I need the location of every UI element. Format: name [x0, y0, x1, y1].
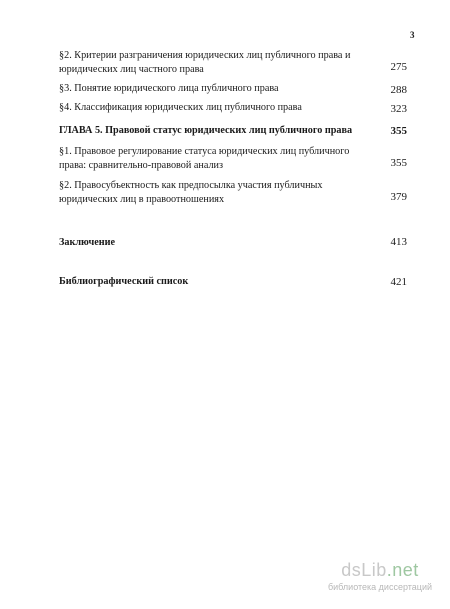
watermark-logo — [320, 560, 440, 581]
toc-entry-page: 413 — [390, 236, 407, 248]
toc-entry — [59, 101, 407, 115]
toc-entry — [59, 49, 407, 77]
toc-entry-page: 275 — [390, 61, 407, 73]
watermark-subtitle: библиотека диссертаций — [327, 582, 432, 592]
toc-entry-title: §2. Критерии разграничения юридических лиц публичного права и юридических лиц частного права — [59, 50, 351, 75]
toc-entry-title: §4. Классификация юридических лиц публичного права — [59, 102, 302, 113]
toc-entry — [59, 179, 407, 207]
toc-conclusion — [59, 236, 407, 250]
toc-entry — [59, 145, 407, 173]
toc-entry-title: §1. Правовое регулирование статуса юридических лиц публичного права: сравнительно-правовой анализ — [59, 146, 350, 171]
toc-bibliography — [59, 275, 407, 289]
toc-chapter-heading — [59, 124, 407, 138]
toc-entry-title: Заключение — [59, 237, 115, 248]
toc-entry-page: 323 — [390, 103, 407, 115]
site-watermark — [320, 560, 440, 592]
watermark-logo-accent: .net — [386, 560, 419, 580]
toc-entry-title: ГЛАВА 5. Правовой статус юридических лиц публичного права — [59, 125, 353, 136]
toc-entry-page: 288 — [390, 84, 407, 96]
toc-entry-page: 379 — [390, 191, 407, 203]
toc-entry-page: 355 — [390, 125, 407, 137]
toc-entry-title: §3. Понятие юридического лица публичного права — [59, 83, 279, 94]
toc-entry-title: §2. Правосубъектность как предпосылка участия публичных юридических лиц в правоотношениях — [59, 180, 323, 205]
toc-entry — [59, 82, 407, 96]
toc-entry-page: 355 — [390, 157, 407, 169]
toc-entry-page: 421 — [390, 276, 407, 288]
page-number: 3 — [410, 30, 415, 40]
toc-entry-title: Библиографический список — [59, 276, 189, 287]
watermark-logo-main: dsLib — [341, 560, 387, 580]
